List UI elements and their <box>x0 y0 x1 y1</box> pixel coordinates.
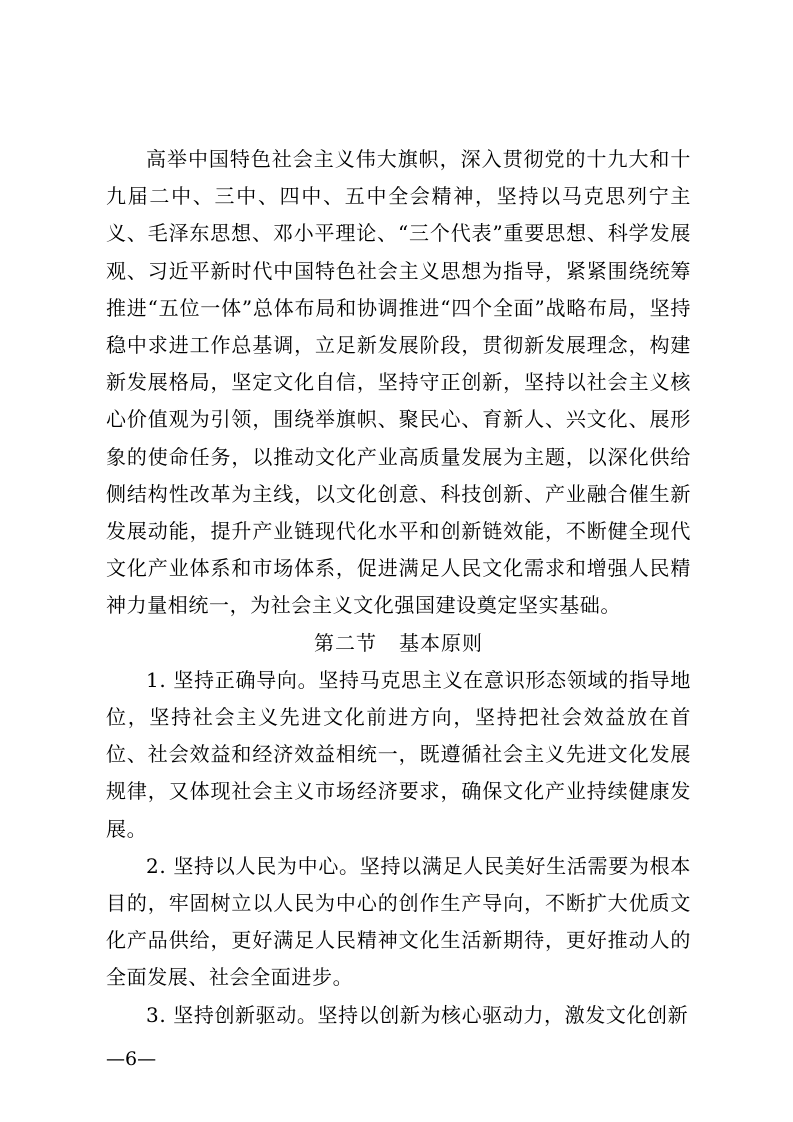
section-heading <box>106 625 691 662</box>
principle-paragraph-1: 1. 坚持正确导向。坚持马克思主义在意识形态领域的指导地位，坚持社会主义先进文化前进方向，坚持把社会效益放在首位、社会效益和经济效益相统一，既遵循社会主义先进文化发展规律，又体现社会主义市场经济要求，确保文化产业持续健康发展。 <box>106 667 691 841</box>
guiding-ideology-paragraph: 高举中国特色社会主义伟大旗帜，深入贯彻党的十九大和十九届二中、三中、四中、五中全会精神，坚持以马克思列宁主义、毛泽东思想、邓小平理论、“三个代表”重要思想、科学发展观、习近平新时代中国特色社会主义思想为指导，紧紧围绕统筹推进“五位一体”总体布局和协调推进“四个全面”战略布局，坚持稳中求进工作总基调，立足新发展阶段，贯彻新发展理念，构建新发展格局，坚定文化自信，坚持守正创新，坚持以社会主义核心价值观为引领，围绕举旗帜、聚民心、育新人、兴文化、展形象的使命任务，以推动文化产业高质量发展为主题，以深化供给侧结构性改革为主线，以文化创意、科技创新、产业融合催生新发展动能，提升产业链现代化水平和创新链效能，不断健全现代文化产业体系和市场体系，促进满足人民文化需求和增强人民精神力量相统一，为社会主义文化强国建设奠定坚实基础。 <box>106 147 691 618</box>
section-number: 第二节 <box>314 630 377 655</box>
section-title: 基本原则 <box>399 630 483 655</box>
principle-paragraph-2: 2. 坚持以人民为中心。坚持以满足人民美好生活需要为根本目的，牢固树立以人民为中心的创作生产导向，不断扩大优质文化产品供给，更好满足人民精神文化生活新期待，更好推动人的全面发展、社会全面进步。 <box>106 853 691 990</box>
principle-paragraph-3: 3. 坚持创新驱动。坚持以创新为核心驱动力，激发文化创新 <box>146 1002 689 1027</box>
body-text <box>106 141 691 1034</box>
page-number: —6— <box>106 1048 157 1070</box>
